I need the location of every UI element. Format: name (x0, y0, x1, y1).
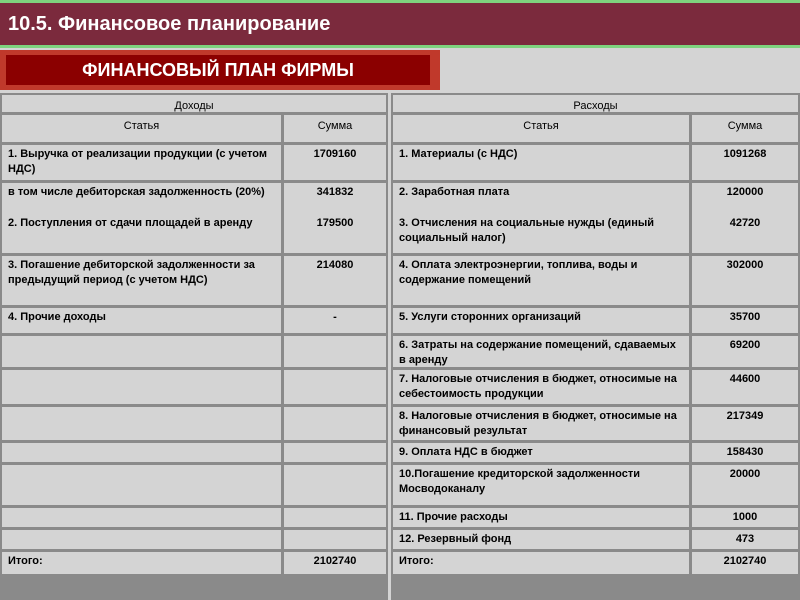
income-row-1-sum: 1709160 (284, 145, 386, 180)
subtitle-text: ФИНАНСОВЫЙ ПЛАН ФИРМЫ (82, 59, 354, 80)
expense-row-5-item: 5. Услуги сторонних организаций (393, 308, 689, 333)
income-empty-row (2, 443, 281, 462)
income-empty-row (284, 336, 386, 367)
income-total-label: Итого: (2, 552, 281, 574)
expenses-heading: Расходы (393, 95, 798, 112)
income-row-5-sum: - (284, 308, 386, 333)
income-empty-row (284, 530, 386, 549)
expense-row-7-item: 7. Налоговые отчисления в бюджет, относимые на себестоимость продукции (393, 370, 689, 404)
expense-row-4-sum: 302000 (692, 256, 798, 305)
expense-row-4-item: 4. Оплата электроэнергии, топлива, воды и содержание помещений (393, 256, 689, 305)
income-total-sum: 2102740 (284, 552, 386, 574)
expense-row-8-item: 8. Налоговые отчисления в бюджет, относимые на финансовый результат (393, 407, 689, 440)
expense-row-11-item: 11. Прочие расходы (393, 508, 689, 527)
income-row-4-item: 3. Погашение дебиторской задолженности за предыдущий период (с учетом НДС) (2, 256, 281, 305)
income-empty-row (284, 443, 386, 462)
income-empty-row (284, 465, 386, 505)
income-empty-row (2, 407, 281, 440)
income-row-2-item: в том числе дебиторская задолженность (20%) (2, 183, 281, 214)
expense-row-1-sum: 1091268 (692, 145, 798, 180)
expense-row-12-sum: 473 (692, 530, 798, 549)
income-row-3-item: 2. Поступления от сдачи площадей в аренду (2, 214, 281, 253)
income-row-4-sum: 214080 (284, 256, 386, 305)
income-col-item: Статья (2, 115, 281, 142)
expense-row-8-sum: 217349 (692, 407, 798, 440)
income-col-sum: Сумма (284, 115, 386, 142)
expense-row-10-sum: 20000 (692, 465, 798, 505)
income-empty-row (284, 508, 386, 527)
income-row-2-sum: 341832 (284, 183, 386, 214)
income-row-3-sum: 179500 (284, 214, 386, 253)
expense-row-9-sum: 158430 (692, 443, 798, 462)
income-empty-row (284, 407, 386, 440)
income-empty-row (2, 336, 281, 367)
title-bar (0, 0, 800, 48)
income-empty-row (2, 370, 281, 404)
expense-row-3-sum: 42720 (692, 214, 798, 253)
expense-row-9-item: 9. Оплата НДС в бюджет (393, 443, 689, 462)
income-row-5-item: 4. Прочие доходы (2, 308, 281, 333)
page-title: 10.5. Финансовое планирование (8, 13, 331, 35)
expense-row-6-sum: 69200 (692, 336, 798, 367)
income-empty-row (2, 465, 281, 505)
income-empty-row (2, 530, 281, 549)
expense-row-3-item: 3. Отчисления на социальные нужды (единый социальный налог) (393, 214, 689, 253)
expense-row-10-item: 10.Погашение кредиторской задолженности Мосводоканалу (393, 465, 689, 505)
expense-row-6-item: 6. Затраты на содержание помещений, сдаваемых в аренду (393, 336, 689, 367)
income-heading: Доходы (2, 95, 386, 112)
expense-row-11-sum: 1000 (692, 508, 798, 527)
expenses-col-sum: Сумма (692, 115, 798, 142)
expense-row-7-sum: 44600 (692, 370, 798, 404)
income-empty-row (284, 370, 386, 404)
income-empty-row (2, 508, 281, 527)
expense-total-sum: 2102740 (692, 552, 798, 574)
expense-row-1-item: 1. Материалы (с НДС) (393, 145, 689, 180)
expense-row-5-sum: 35700 (692, 308, 798, 333)
expense-total-label: Итого: (393, 552, 689, 574)
financial-plan-table (0, 93, 800, 600)
expenses-col-item: Статья (393, 115, 689, 142)
subtitle-inner (6, 55, 430, 85)
expense-row-2-sum: 120000 (692, 183, 798, 214)
expense-row-2-item: 2. Заработная плата (393, 183, 689, 214)
expense-row-12-item: 12. Резервный фонд (393, 530, 689, 549)
subtitle-box (0, 50, 440, 90)
income-row-1-item: 1. Выручка от реализации продукции (с учетом НДС) (2, 145, 281, 180)
